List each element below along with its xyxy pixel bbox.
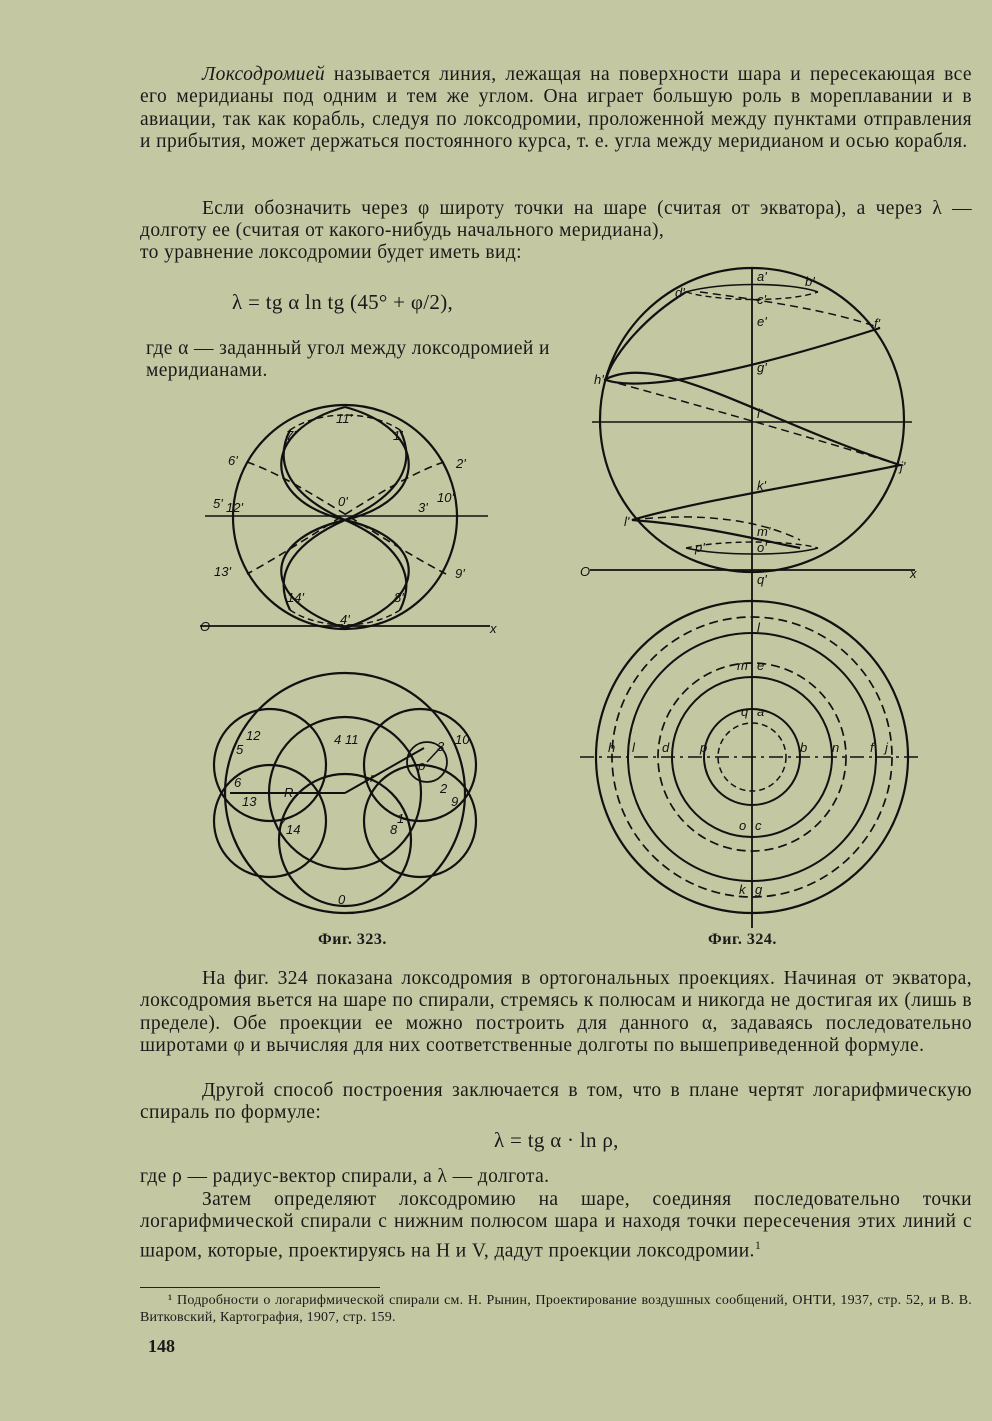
label-1: 1 <box>397 811 405 826</box>
label-f: f' <box>874 316 881 331</box>
label-3p: 3' <box>418 500 428 515</box>
label-2: 2 <box>440 781 448 796</box>
label-0p: 0' <box>338 494 348 509</box>
label-6: 6 <box>234 775 242 790</box>
plan-label-l2: l <box>632 740 635 755</box>
axis-x-label: x <box>910 566 917 581</box>
plan-label-l: l <box>757 620 760 635</box>
label-7: 7 <box>278 816 286 831</box>
plan-label-n: n <box>832 740 840 755</box>
axis-o-label: O <box>580 564 591 579</box>
plan-label-o: o <box>739 818 747 833</box>
footnote-rule <box>140 1287 380 1288</box>
label-8p: 8' <box>394 590 404 605</box>
label-7p: 7' <box>286 428 296 443</box>
plan-label-k: k <box>739 882 746 897</box>
label-rho: ρ <box>418 758 426 773</box>
label-o: o' <box>757 540 767 555</box>
log-spiral-equation: λ = tg α · ln ρ, <box>494 1128 619 1152</box>
label-g: g' <box>757 360 767 375</box>
plan-label-m: m <box>737 658 748 673</box>
label-i: i' <box>757 406 763 421</box>
label-11p: 11' <box>336 411 352 426</box>
page-number: 148 <box>148 1336 175 1356</box>
hidden-lower <box>632 517 800 540</box>
paragraph-text: называется линия, лежащая на поверхности шара и пересекающая все его меридианы под одним и тем же углом. Она играет большую роль в мореплавании и в авиации, так как корабль, следуя по локсодромии, проложенной между пунктами отправления и прибытия, может держаться постоянного курса, т. е. угла между меридианом и осью корабля. <box>140 64 972 153</box>
label-l: l' <box>624 514 630 529</box>
label-b: b' <box>805 274 815 289</box>
label-d: d' <box>675 285 685 300</box>
plan-label-h: h <box>608 740 616 755</box>
axis-x-label: x <box>490 621 497 636</box>
paragraph-other-method: Другой способ построения заключается в том, что в плане чертят логарифмическую спираль по формуле: <box>140 1080 972 1124</box>
plan-label-c: c <box>755 818 762 833</box>
fig324-front-labels <box>580 269 917 587</box>
footnote: ¹ Подробности о логарифмической спирали см. Н. Рынин, Проектирование воздушных сообщений, ОНТИ, 1937, стр. 52, и В. В. Витковский, Картография, 1907, стр. 159. <box>140 1293 972 1325</box>
label-k: k' <box>757 478 766 493</box>
plan-label-f: f <box>870 740 874 755</box>
label-5: 5 <box>236 742 244 757</box>
loxodrome-upper <box>606 292 880 384</box>
plan-label-b: b <box>800 740 808 755</box>
label-R: R <box>284 785 294 800</box>
label-4p: 4' <box>340 612 350 627</box>
axis-o-label: O <box>200 619 211 634</box>
label-12p: 12' <box>226 500 243 515</box>
label-10: 10 <box>455 732 470 747</box>
plan-label-g: g <box>755 882 763 897</box>
label-13p: 13' <box>214 564 231 579</box>
label-0: 0 <box>338 892 346 907</box>
footnote-ref: 1 <box>754 1237 762 1252</box>
label-q: q' <box>757 572 767 587</box>
paragraph-text: Затем определяют локсодромию на шаре, соединяя последовательно точки логарифмической спирали с нижним полюсом шара и находя точки пересечения этих линий с шаром, которые, проектируясь на H и V, дадут проекции локсодромии. <box>140 1189 972 1262</box>
label-13: 13 <box>242 794 257 809</box>
label-14p: 14' <box>287 590 304 605</box>
paragraph-text: Если обозначить через φ широту точки на шаре (считая от экватора), а через λ — долготу ее (считая от какого-нибудь начального меридиана), <box>140 198 972 242</box>
label-1p: 1' <box>393 428 403 443</box>
label-e: e' <box>757 314 767 329</box>
label-8: 8 <box>390 822 398 837</box>
label-9: 9 <box>451 794 459 809</box>
label-c: c' <box>757 292 766 307</box>
label-12: 12 <box>246 728 261 743</box>
label-r: r <box>370 770 375 785</box>
label-j: j' <box>900 459 906 474</box>
loxodrome-equation: λ = tg α ln tg (45° + φ/2), <box>232 290 454 314</box>
label-9p: 9' <box>455 566 465 581</box>
caption-fig-324: Фиг. 324. <box>708 931 777 948</box>
plan-label-a: a <box>757 704 765 719</box>
paragraph-text: то уравнение локсодромии будет иметь вид: <box>140 242 522 263</box>
label-11: 11 <box>345 732 359 747</box>
caption-fig-323: Фиг. 323. <box>318 931 387 948</box>
fig324-plan-labels <box>608 620 889 897</box>
term-loxodrome: Локсодромией <box>202 64 326 85</box>
label-6p: 6' <box>228 453 238 468</box>
plan-label-d: d <box>662 740 670 755</box>
label-14: 14 <box>286 822 301 837</box>
paragraph-rho-definition: где ρ — радиус-вектор спирали, а λ — долгота. <box>140 1166 550 1187</box>
label-3: 3 <box>437 739 445 754</box>
label-a: a' <box>757 269 767 284</box>
plan-label-p: p <box>700 740 708 755</box>
label-h: h' <box>594 372 604 387</box>
label-m: m' <box>757 524 771 539</box>
paragraph-construction <box>140 1189 972 1263</box>
plan-label-j: j <box>885 740 888 755</box>
label-5p: 5' <box>213 496 223 511</box>
label-10p: 10' <box>437 490 454 505</box>
label-4: 4 <box>334 732 342 747</box>
label-2p: 2' <box>456 456 466 471</box>
plan-label-e: e <box>757 658 765 673</box>
label-p: p' <box>695 540 705 555</box>
plan-label-q: q <box>741 704 749 719</box>
paragraph-fig324-description: На фиг. 324 показана локсодромия в ортогональных проекциях. Начиная от экватора, локсодромия вьется на шаре по спирали, стремясь к полюсам и никогда не достигая их (лишь в пределе). Обе проекции ее можно построить для данного α, задаваясь последовательно широтами φ и вычисляя для них соответственные долготы по вышеприведенной формуле. <box>140 968 972 1057</box>
paragraph-text: где α — заданный угол между локсодромией и меридианами. <box>146 338 550 382</box>
